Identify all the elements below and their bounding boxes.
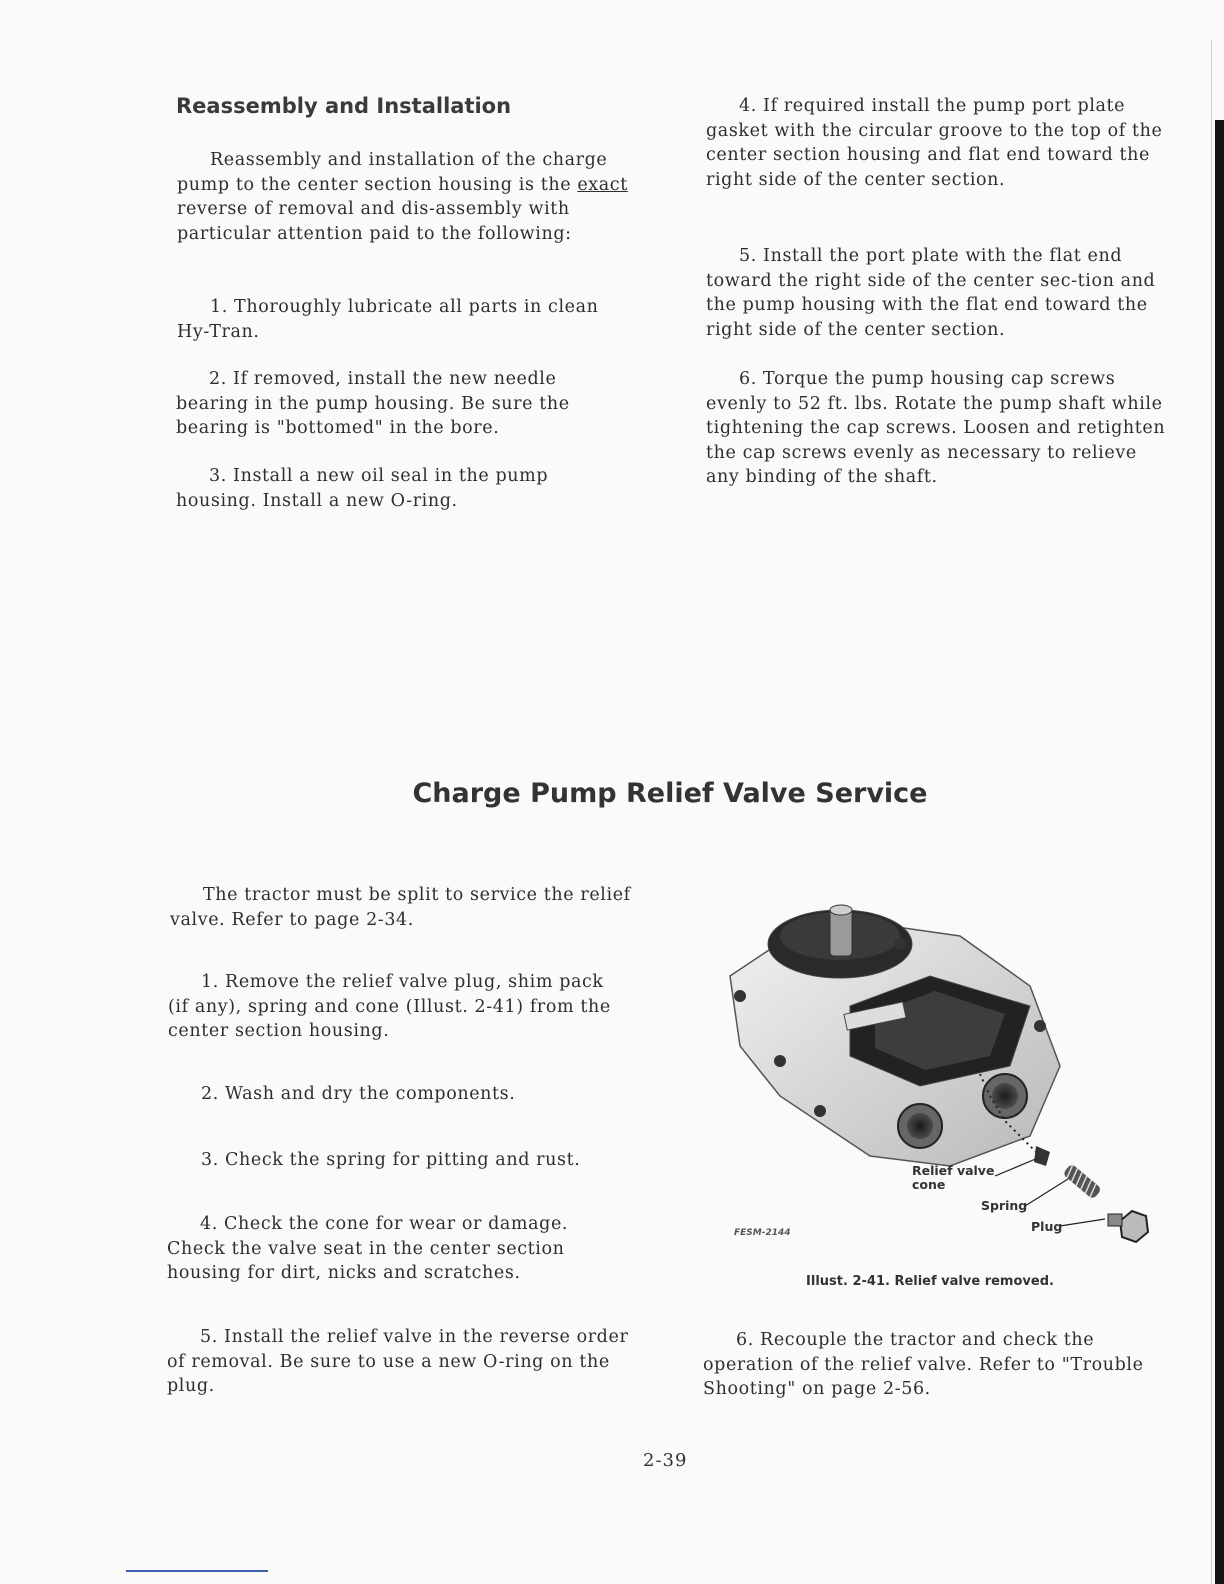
reassembly-step-4: 4. If required install the pump port plate gasket with the circular groove to the top of the center section housing and flat end toward the right side of the center section. <box>706 96 1163 190</box>
relief-cone <box>1034 1146 1050 1166</box>
reassembly-step-3: 3. Install a new oil seal in the pump housing. Install a new O-ring. <box>176 466 549 511</box>
relief-intro: The tractor must be split to service the relief valve. Refer to page 2-34. <box>170 885 631 930</box>
relief-spring <box>1062 1163 1102 1199</box>
label-relief-valve-cone <box>912 1164 994 1192</box>
relief-step-2: 2. Wash and dry the components. <box>201 1084 516 1104</box>
label-spring: Spring <box>981 1198 1028 1213</box>
reassembly-step-2: 2. If removed, install the new needle bearing in the pump housing. Be sure the bearing is "bottomed" in the bore. <box>176 369 570 438</box>
figure-caption: Illust. 2-41. Relief valve removed. <box>806 1274 1054 1289</box>
intro-text-b: reverse of removal and dis-assembly with particular attention paid to the following: <box>177 199 572 244</box>
label-cone-line1: Relief valve <box>912 1163 995 1178</box>
relief-valve-illustration <box>700 896 1170 1256</box>
relief-step-1: 1. Remove the relief valve plug, shim pack (if any), spring and cone (Illust. 2-41) from the center section housing. <box>168 972 611 1041</box>
reassembly-heading: Reassembly and Installation <box>176 94 512 118</box>
relief-step-4: 4. Check the cone for wear or damage. Check the valve seat in the center section housing for dirt, nicks and scratches. <box>167 1214 569 1283</box>
intro-emphasis: exact <box>577 174 628 195</box>
scan-edge-line <box>1211 40 1212 1584</box>
scan-artifact-line <box>126 1570 268 1572</box>
reassembly-intro <box>177 148 635 246</box>
relief-step-6: 6. Recouple the tractor and check the operation of the relief valve. Refer to "Trouble Shooting" on page 2-56. <box>703 1330 1144 1399</box>
reassembly-step-5: 5. Install the port plate with the flat end toward the right side of the center sec-tion and the pump housing with the flat end toward the right side of the center section. <box>706 246 1156 340</box>
relief-step-5: 5. Install the relief valve in the reverse order of removal. Be sure to use a new O-ring on the plug. <box>167 1327 629 1396</box>
label-plug: Plug <box>1031 1219 1063 1234</box>
reassembly-step-1: 1. Thoroughly lubricate all parts in clean Hy-Tran. <box>177 297 599 342</box>
scan-edge-bar <box>1215 120 1224 1584</box>
figure-code: FESM-2144 <box>734 1228 791 1238</box>
intro-text-a: Reassembly and installation of the charge pump to the center section housing is the <box>177 150 608 195</box>
page-number: 2-39 <box>643 1450 688 1471</box>
label-cone-line2: cone <box>912 1177 946 1192</box>
reassembly-step-6: 6. Torque the pump housing cap screws evenly to 52 ft. lbs. Rotate the pump shaft while tightening the cap screws. Loosen and retighten the cap screws evenly as necessary to relieve any binding of the shaft. <box>706 369 1166 487</box>
relief-heading: Charge Pump Relief Valve Service <box>412 778 928 809</box>
relief-plug <box>1108 1211 1148 1242</box>
relief-step-3: 3. Check the spring for pitting and rust. <box>201 1150 581 1170</box>
